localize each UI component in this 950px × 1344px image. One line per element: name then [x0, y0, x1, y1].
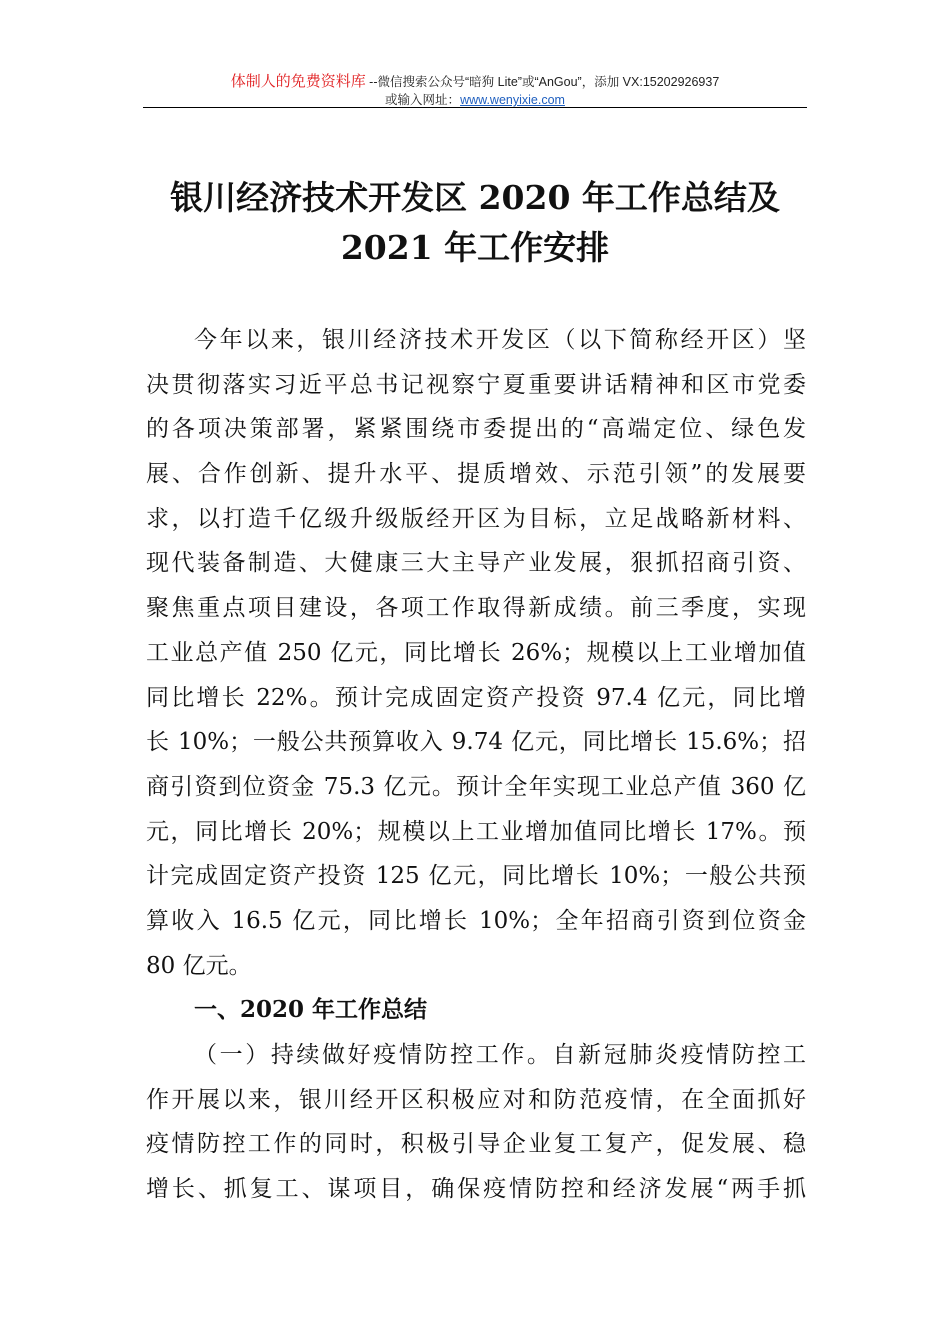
paragraph-line: 的各项决策部署，紧紧围绕市委提出的“高端定位、绿色发 — [146, 416, 806, 443]
header-info: --微信搜索公众号“暗狗 Lite”或“AnGou”，添加 VX:15202926937 — [365, 75, 720, 89]
paragraph-line: 80 亿元。 — [146, 952, 252, 979]
paragraph-line: 作开展以来，银川经开区积极应对和防范疫情，在全面抓好 — [146, 1086, 806, 1113]
paragraph-line: 算收入 16.5 亿元，同比增长 10%；全年招商引资到位资金 — [146, 907, 806, 934]
document-title-line-2: 2021 年工作安排 — [340, 228, 610, 267]
paragraph-line: （一）持续做好疫情防控工作。自新冠肺炎疫情防控工 — [194, 1042, 806, 1068]
url-label: 或输入网址： — [385, 93, 461, 107]
paragraph-line: 今年以来，银川经济技术开发区（以下简称经开区）坚 — [194, 327, 806, 353]
paragraph-line: 商引资到位资金 75.3 亿元。预计全年实现工业总产值 360 亿 — [146, 773, 806, 800]
paragraph-line: 展、合作创新、提升水平、提质增效、示范引领”的发展要 — [146, 461, 806, 488]
brand-text: 体制人的免费资料库 — [230, 73, 366, 90]
paragraph-line: 元，同比增长 20%；规模以上工业增加值同比增长 17%。预 — [146, 818, 806, 845]
paragraph-line: 疫情防控工作的同时，积极引导企业复工复产，促发展、稳 — [146, 1131, 806, 1158]
paragraph-line: 工业总产值 250 亿元，同比增长 26%；规模以上工业增加值 — [146, 639, 806, 666]
header-url-line — [0, 90, 950, 108]
paragraph-line: 聚焦重点项目建设，各项工作取得新成绩。前三季度，实现 — [146, 595, 806, 622]
paragraph-line: 同比增长 22%。预计完成固定资产投资 97.4 亿元，同比增 — [146, 684, 806, 711]
header-banner — [0, 70, 950, 91]
paragraph-line: 计完成固定资产投资 125 亿元，同比增长 10%；一般公共预 — [146, 863, 806, 890]
section-heading: 一、2020 年工作总结 — [194, 996, 428, 1024]
website-link[interactable]: www.wenyixie.com — [460, 93, 565, 107]
document-body — [146, 318, 806, 1212]
header-divider — [143, 107, 807, 108]
paragraph-line: 增长、抓复工、谋项目，确保疫情防控和经济发展“两手抓 — [146, 1176, 806, 1203]
paragraph-line: 长 10%；一般公共预算收入 9.74 亿元，同比增长 15.6%；招 — [146, 729, 806, 756]
document-title-line-1: 银川经济技术开发区 2020 年工作总结及 — [170, 178, 780, 217]
paragraph-line: 现代装备制造、大健康三大主导产业发展，狠抓招商引资、 — [146, 550, 806, 577]
paragraph-line: 求，以打造千亿级升级版经开区为目标，立足战略新材料、 — [146, 505, 806, 532]
paragraph-line: 决贯彻落实习近平总书记视察宁夏重要讲话精神和区市党委 — [146, 371, 806, 398]
